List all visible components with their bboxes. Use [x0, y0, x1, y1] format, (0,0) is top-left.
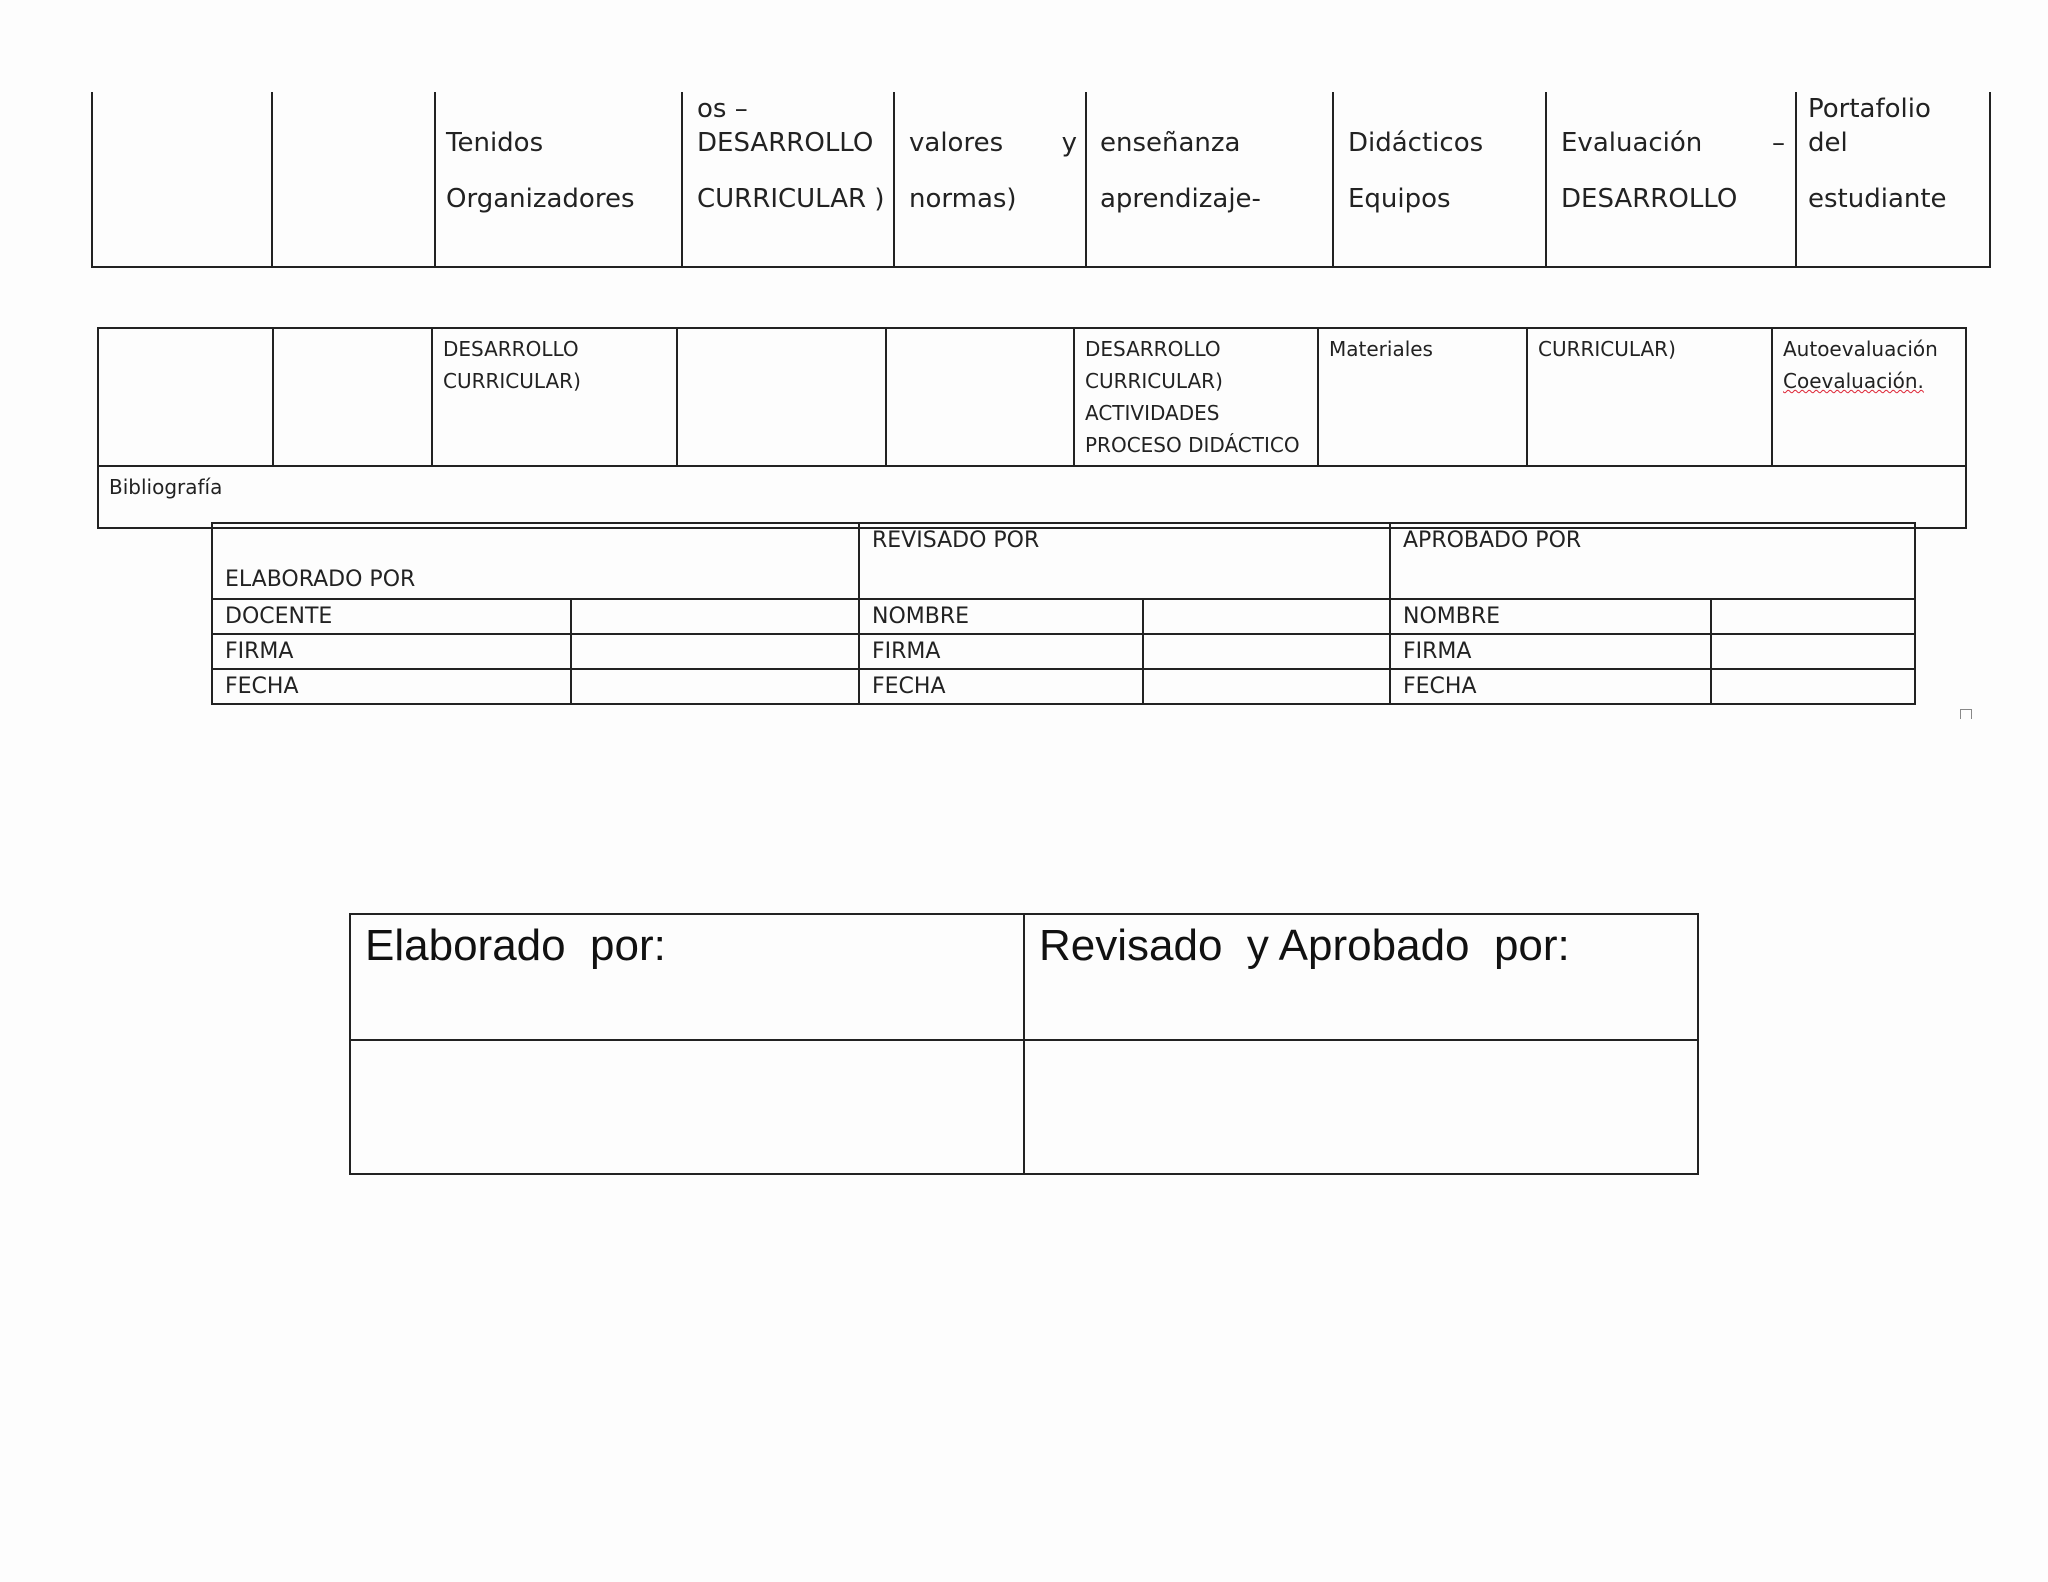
planning-cell-8: [1546, 92, 1796, 267]
cell-text: CURRICULAR ): [697, 184, 885, 214]
cell-text: Equipos: [1348, 184, 1451, 214]
cell-text: normas): [909, 184, 1017, 214]
bibliography-cell: [98, 466, 1966, 528]
docente-label: DOCENTE: [212, 599, 571, 634]
revisado-label: REVISADO POR: [872, 528, 1040, 553]
elaborado-label: ELABORADO POR: [225, 567, 416, 592]
aprobado-fecha-label: FECHA: [1390, 669, 1711, 704]
activities-cell-9: [1772, 328, 1966, 466]
bibliography-label: Bibliografía: [109, 475, 223, 499]
elaborado-fecha-label: FECHA: [212, 669, 571, 704]
activities-cell-1: [98, 328, 273, 466]
aprobado-nombre-value[interactable]: [1711, 599, 1915, 634]
activities-cell-5: [886, 328, 1074, 466]
revisado-aprobado-por-value[interactable]: [1024, 1040, 1698, 1174]
aprobado-fecha-value[interactable]: [1711, 669, 1915, 704]
planning-cell-4: [682, 92, 894, 267]
cell-text: PROCESO DIDÁCTICO: [1085, 433, 1300, 457]
cell-text: –: [1772, 128, 1785, 158]
elaborado-por-value[interactable]: [350, 1040, 1024, 1174]
cell-text: CURRICULAR): [1085, 369, 1223, 393]
planning-cell-2: [272, 92, 435, 267]
activities-cell-6: [1074, 328, 1318, 466]
cell-text: Autoevaluación: [1783, 337, 1938, 361]
planning-cell-3: [435, 92, 682, 267]
activities-cell-2: [273, 328, 432, 466]
elaborado-firma-label: FIRMA: [212, 634, 571, 669]
aprobado-label: APROBADO POR: [1403, 528, 1582, 553]
cell-text: Tenidos: [446, 128, 544, 158]
cell-text: Materiales: [1329, 337, 1433, 361]
cell-text: Didácticos: [1348, 128, 1484, 158]
planning-cell-6: [1086, 92, 1333, 267]
revisado-firma-value[interactable]: [1143, 634, 1390, 669]
activities-cell-3: [432, 328, 677, 466]
revisado-fecha-label: FECHA: [859, 669, 1143, 704]
cell-text: Portafolio: [1808, 94, 1931, 124]
docente-value[interactable]: [571, 599, 859, 634]
cell-text: valores: [909, 128, 1004, 158]
cell-text: Coevaluación.: [1783, 369, 1924, 393]
cell-text: os –: [697, 94, 748, 124]
cell-text: del: [1808, 128, 1848, 158]
cell-text: CURRICULAR): [1538, 337, 1676, 361]
cell-text: DESARROLLO: [1561, 184, 1738, 214]
planning-table: [91, 92, 1991, 268]
elaborado-fecha-value[interactable]: [571, 669, 859, 704]
cell-text: DESARROLLO: [1085, 337, 1221, 361]
signatures-table: [211, 522, 1916, 705]
elaborado-header-cell: [212, 523, 859, 599]
revisado-nombre-value[interactable]: [1143, 599, 1390, 634]
cell-text: CURRICULAR): [443, 369, 581, 393]
aprobado-firma-label: FIRMA: [1390, 634, 1711, 669]
cell-text: Organizadores: [446, 184, 635, 214]
revisado-aprobado-por-label: Revisado y Aprobado por:: [1024, 914, 1698, 1040]
planning-cell-1: [92, 92, 272, 267]
activities-cell-8: [1527, 328, 1772, 466]
revisado-firma-label: FIRMA: [859, 634, 1143, 669]
aprobado-header-cell: [1390, 523, 1915, 599]
cell-text: y: [1061, 128, 1077, 158]
revisado-nombre-label: NOMBRE: [859, 599, 1143, 634]
aprobado-nombre-label: NOMBRE: [1390, 599, 1711, 634]
activities-cell-7: [1318, 328, 1527, 466]
cell-text: enseñanza: [1100, 128, 1241, 158]
cell-text: estudiante: [1808, 184, 1947, 214]
elaborado-firma-value[interactable]: [571, 634, 859, 669]
planning-cell-9: [1796, 92, 1990, 267]
revisado-header-cell: [859, 523, 1390, 599]
table-end-mark: [1960, 709, 1972, 719]
cell-text: Evaluación: [1561, 128, 1703, 158]
planning-cell-5: [894, 92, 1086, 267]
approval-table: [349, 913, 1699, 1175]
cell-text: aprendizaje-: [1100, 184, 1261, 214]
cell-text: DESARROLLO: [443, 337, 579, 361]
cell-text: ACTIVIDADES: [1085, 401, 1220, 425]
activities-cell-4: [677, 328, 886, 466]
elaborado-por-label: Elaborado por:: [350, 914, 1024, 1040]
planning-cell-7: [1333, 92, 1546, 267]
revisado-fecha-value[interactable]: [1143, 669, 1390, 704]
cell-text: DESARROLLO: [697, 128, 874, 158]
aprobado-firma-value[interactable]: [1711, 634, 1915, 669]
activities-table: [97, 327, 1967, 529]
